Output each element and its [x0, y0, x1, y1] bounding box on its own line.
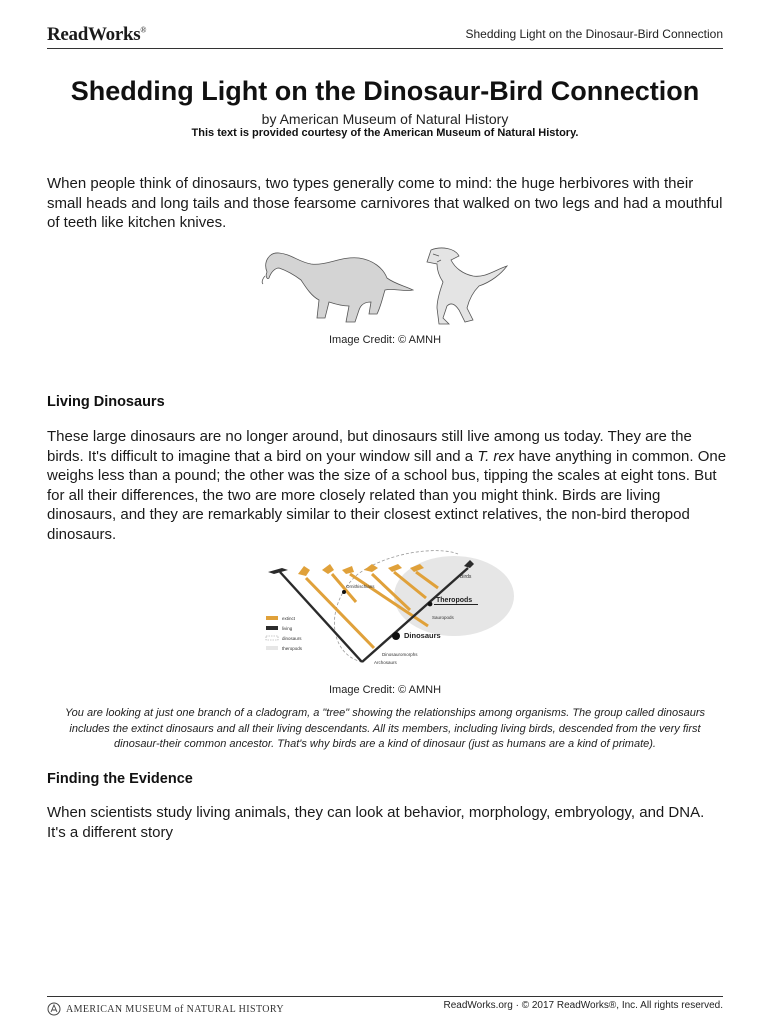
label-sauropods: Sauropods [432, 615, 454, 620]
header-doc-title: Shedding Light on the Dinosaur-Bird Connection [465, 27, 723, 41]
courtesy-note: This text is provided courtesy of the American Museum of Natural History. [191, 127, 579, 139]
sauropod-drawing [262, 253, 413, 322]
cladogram-figure [258, 544, 514, 668]
label-theropods: Theropods [436, 597, 473, 604]
amnh-footer-text: AMERICAN MUSEUM of NATURAL HISTORY [66, 1003, 285, 1015]
legend-dinosaurs: dinosaurs [282, 636, 302, 641]
museum-seal-icon [47, 1002, 61, 1016]
finding-evidence-paragraph: When scientists study living animals, they can look at behavior, morphology, embryology, and DNA. It's a different story [47, 804, 705, 841]
living-dinosaurs-paragraph: These large dinosaurs are no longer around, but dinosaurs still live among us today. They are the birds. It's difficult to imagine that a bird on your window sill and a T. rex have anything in common. One weighs less than a pound; the other was the size of a school bus, tipping the scales at eight tons. But for all their differences, the two are more closely related than you might think. Birds are living dinosaurs, and they are remarkably similar to their closest extinct relatives, the non-bird theropod dinosaurs. [47, 428, 727, 543]
page-header [47, 22, 723, 48]
cladogram-caption: You are looking at just one branch of a cladogram, a "tree" showing the relationships among organisms. The group called dinosaurs includes the extinct dinosaurs and all their living descendants. All its members, including living birds, descended from the very first dinosaur-their common ancestor. That's why birds are a kind of dinosaur (just as humans are a kind of primate). [64, 707, 706, 750]
article-byline: by American Museum of Natural History [261, 111, 509, 127]
label-archosaurs: Archosaurs [374, 660, 397, 665]
ornithischians-node [342, 590, 346, 594]
label-ornithischians: Ornithischians [346, 584, 375, 589]
label-birds: Birds [460, 574, 472, 580]
dinosaur-illustration [255, 240, 515, 330]
theropods-node [428, 602, 433, 607]
intro-paragraph: When people think of dinosaurs, two types generally come to mind: the huge herbivores with their small heads and long tails and those fearsome carnivores that walked on two legs and had a mouthful of teeth like kitchen knives. [47, 175, 723, 231]
cladogram-legend [266, 616, 303, 651]
footer-copyright: ReadWorks.org · © 2017 ReadWorks®, Inc. All rights reserved. [443, 1000, 723, 1011]
legend-extinct: extinct [282, 616, 296, 621]
theropod-drawing [427, 248, 507, 324]
label-dinosauromorphs: Dinosauromorphs [382, 652, 418, 657]
dinosaurs-node [392, 632, 400, 640]
header-divider [47, 48, 723, 49]
image2-credit: Image Credit: © AMNH [328, 684, 442, 696]
readworks-logo[interactable]: ReadWorks® [47, 24, 147, 45]
legend-theropods: theropods [282, 646, 303, 651]
crocodile-silhouette [268, 568, 288, 574]
t-rex-term: T. rex [477, 447, 515, 465]
article-title: Shedding Light on the Dinosaur-Bird Connection [70, 76, 700, 106]
legend-living: living [282, 626, 293, 631]
label-dinosaurs: Dinosaurs [404, 631, 441, 640]
footer-divider [47, 996, 723, 997]
section-heading-living-dinosaurs: Living Dinosaurs [47, 394, 165, 410]
image1-credit: Image Credit: © AMNH [328, 334, 442, 346]
section-heading-finding-evidence: Finding the Evidence [47, 771, 193, 787]
amnh-footer-logo [47, 1002, 284, 1016]
